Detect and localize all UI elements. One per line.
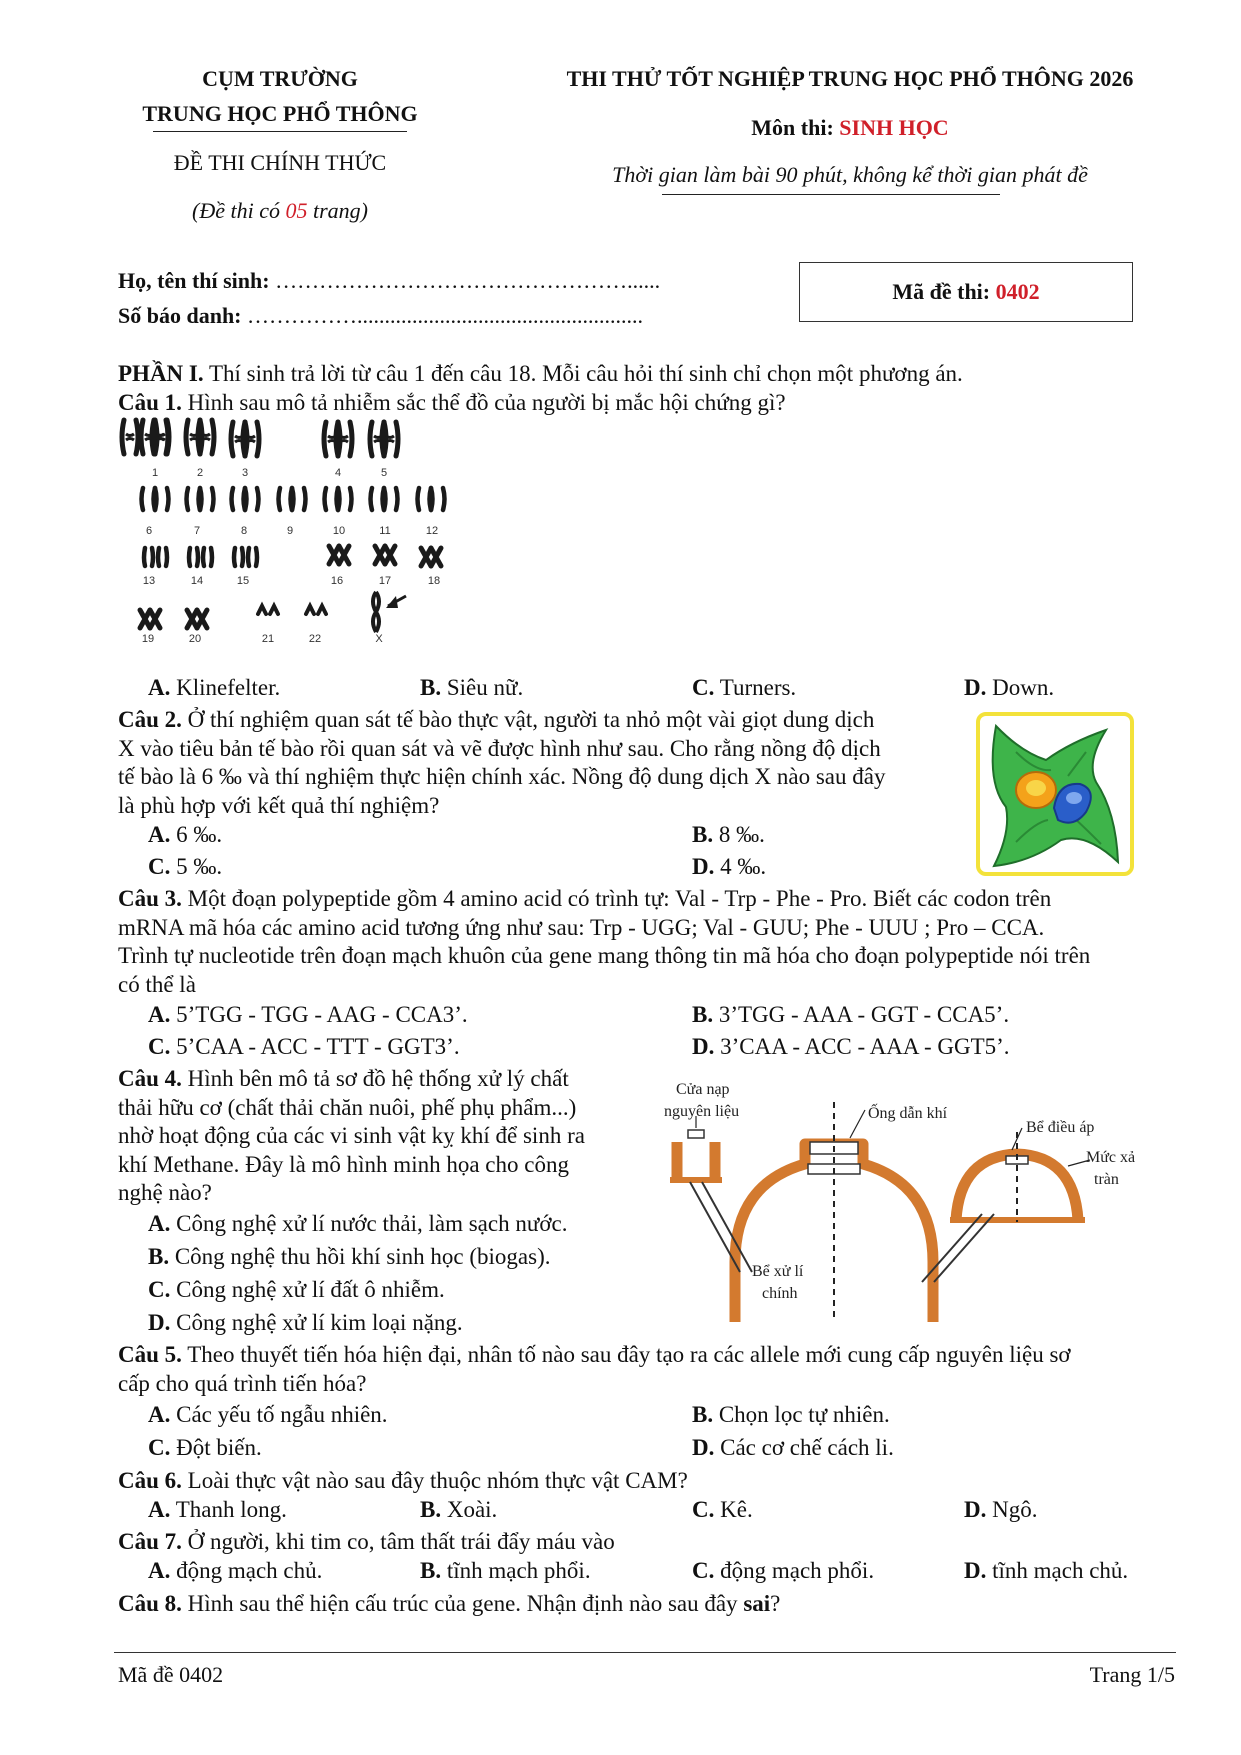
q1-option-b[interactable]: B. Siêu nữ. — [420, 675, 524, 700]
footer-rule — [114, 1652, 1176, 1653]
biogas-diagram — [660, 1072, 1136, 1322]
q5-option-d[interactable]: D. Các cơ chế cách li. — [692, 1435, 894, 1460]
q5-option-c[interactable]: C. Đột biến. — [148, 1435, 262, 1460]
q5-option-a[interactable]: A. Các yếu tố ngẫu nhiên. — [148, 1402, 388, 1427]
svg-text:20: 20 — [188, 633, 202, 645]
svg-text:3: 3 — [241, 467, 249, 479]
subject-line: Môn thi: SINH HỌC — [751, 115, 949, 140]
q7-option-c[interactable]: C. động mạch phổi. — [692, 1558, 875, 1583]
q4-option-b[interactable]: B. Công nghệ thu hồi khí sinh học (biogas). — [148, 1244, 551, 1269]
q6-option-d[interactable]: D. Ngô. — [964, 1497, 1038, 1522]
question-3: Câu 3. Một đoạn polypeptide gồm 4 amino acid có trình tự: Val - Trp - Phe - Pro. Biết các codon trên mRNA mã hóa các amino acid tương ứng như sau: Trp - UGG; Val - GUU; Phe - UUU ; Pro – CCA. Trình tự nucleotide trên đoạn mạch khuôn của gene mang thông tin mã hóa cho đoạn polypeptide nói trên có thể là — [118, 886, 1091, 997]
svg-text:5: 5 — [380, 467, 388, 479]
svg-text:7: 7 — [193, 525, 201, 537]
q3-option-a[interactable]: A. 5’TGG - TGG - AAG - CCA3’. — [148, 1002, 468, 1027]
question-1: Câu 1. Hình sau mô tả nhiễm sắc thể đồ của người bị mắc hội chứng gì? — [118, 390, 786, 415]
q1-option-c[interactable]: C. Turners. — [692, 675, 797, 700]
official-exam: ĐỀ THI CHÍNH THỨC — [173, 150, 387, 175]
page-count: (Đề thi có 05 trang) — [192, 198, 368, 223]
q4-option-a[interactable]: A. Công nghệ xử lí nước thải, làm sạch nước. — [148, 1211, 568, 1236]
q3-option-d[interactable]: D. 3’CAA - ACC - AAA - GGT5’. — [692, 1034, 1010, 1059]
student-id-line: Số báo danh: …………….................................................... — [118, 303, 644, 328]
svg-text:9: 9 — [286, 525, 294, 537]
svg-text:17: 17 — [378, 575, 392, 587]
time-note: Thời gian làm bài 90 phút, không kể thời gian phát đề — [612, 162, 1088, 187]
q3-option-c[interactable]: C. 5’CAA - ACC - TTT - GGT3’. — [148, 1034, 460, 1059]
exam-code-box: Mã đề thi: 0402 — [799, 262, 1133, 322]
svg-text:8: 8 — [240, 525, 248, 537]
svg-text:16: 16 — [330, 575, 344, 587]
svg-text:14: 14 — [190, 575, 204, 587]
q4-option-c[interactable]: C. Công nghệ xử lí đất ô nhiễm. — [148, 1277, 445, 1302]
svg-text:6: 6 — [145, 525, 153, 537]
label-main-tank-2: chính — [762, 1285, 798, 1302]
svg-text:22: 22 — [308, 633, 322, 645]
plant-cell-figure — [976, 712, 1134, 876]
svg-text:18: 18 — [427, 575, 441, 587]
label-inlet-2: nguyên liệu — [664, 1103, 740, 1120]
q7-option-a[interactable]: A. động mạch chủ. — [148, 1558, 323, 1583]
q2-option-c[interactable]: C. 5 ‰. — [148, 854, 223, 879]
question-4: Câu 4. Hình bên mô tả sơ đồ hệ thống xử lý chất thải hữu cơ (chất thải chăn nuôi, phế phụ phẩm...) nhờ hoạt động của các vi sinh vật kỵ khí để sinh ra khí Methane. Đây là mô hình minh họa cho công nghệ nào? — [118, 1066, 585, 1205]
question-5: Câu 5. Theo thuyết tiến hóa hiện đại, nhân tố nào sau đây tạo ra các allele mới cung cấp nguyên liệu sơ cấp cho quá trình tiến hóa? — [118, 1342, 1071, 1396]
footer-exam-code: Mã đề 0402 — [118, 1662, 224, 1687]
svg-text:12: 12 — [425, 525, 439, 537]
q6-option-c[interactable]: C. Kê. — [692, 1497, 753, 1522]
question-7: Câu 7. Ở người, khi tim co, tâm thất trái đẩy máu vào — [118, 1529, 615, 1554]
label-overflow-1: Mức xả — [1086, 1149, 1136, 1166]
footer-page-number: Trang 1/5 — [1089, 1662, 1175, 1687]
svg-text:11: 11 — [379, 525, 391, 537]
question-2: Câu 2. Ở thí nghiệm quan sát tế bào thực vật, người ta nhỏ một vài giọt dung dịch X vào tiêu bản tế bào rồi quan sát và vẽ được hình như sau. Cho rằng nồng độ dịch tế bào là 6 ‰ và thí nghiệm thực hiện chính xác. Nồng độ dung dịch X nào sau đây là phù hợp với kết quả thí nghiệm? — [118, 707, 886, 818]
svg-text:1: 1 — [151, 467, 159, 479]
q6-option-b[interactable]: B. Xoài. — [420, 1497, 498, 1522]
svg-text:21: 21 — [261, 633, 275, 645]
time-underline — [662, 194, 1000, 195]
q7-option-d[interactable]: D. tĩnh mạch chủ. — [964, 1558, 1129, 1583]
question-8: Câu 8. Hình sau thể hiện cấu trúc của gene. Nhận định nào sau đây sai? — [118, 1591, 781, 1616]
q2-option-d[interactable]: D. 4 ‰. — [692, 854, 767, 879]
q7-option-b[interactable]: B. tĩnh mạch phổi. — [420, 1558, 591, 1583]
svg-text:X: X — [375, 633, 383, 645]
label-pressure-tank: Bể điều áp — [1026, 1119, 1095, 1136]
svg-text:15: 15 — [236, 575, 250, 587]
svg-text:4: 4 — [334, 467, 342, 479]
q4-option-d[interactable]: D. Công nghệ xử lí kim loại nặng. — [148, 1310, 463, 1335]
svg-text:13: 13 — [142, 575, 156, 587]
q1-option-d[interactable]: D. Down. — [964, 675, 1055, 700]
q6-option-a[interactable]: A. Thanh long. — [148, 1497, 287, 1522]
label-gas-pipe: Ống dẫn khí — [868, 1105, 948, 1122]
school-underline — [153, 131, 407, 132]
svg-text:19: 19 — [141, 633, 155, 645]
exam-title: THI THỬ TỐT NGHIỆP TRUNG HỌC PHỔ THÔNG 2026 — [566, 66, 1134, 91]
school-line-2: TRUNG HỌC PHỔ THÔNG — [142, 101, 418, 126]
karyotype-figure — [140, 418, 520, 680]
q5-option-b[interactable]: B. Chọn lọc tự nhiên. — [692, 1402, 890, 1427]
q2-option-b[interactable]: B. 8 ‰. — [692, 822, 765, 847]
student-name-line: Họ, tên thí sinh: …………………………………………...... — [118, 268, 661, 293]
label-inlet-1: Cửa nạp — [676, 1081, 730, 1098]
svg-text:10: 10 — [332, 525, 346, 537]
label-overflow-2: tràn — [1094, 1171, 1119, 1188]
label-main-tank-1: Bể xử lí — [752, 1263, 804, 1280]
part1-instruction: PHẦN I. Thí sinh trả lời từ câu 1 đến câu 18. Mỗi câu hỏi thí sinh chỉ chọn một phương án. — [118, 361, 963, 386]
q3-option-b[interactable]: B. 3’TGG - AAA - GGT - CCA5’. — [692, 1002, 1010, 1027]
q2-option-a[interactable]: A. 6 ‰. — [148, 822, 223, 847]
q1-option-a[interactable]: A. Klinefelter. — [148, 675, 281, 700]
school-line-1: CỤM TRƯỜNG — [202, 66, 358, 91]
question-6: Câu 6. Loài thực vật nào sau đây thuộc nhóm thực vật CAM? — [118, 1468, 688, 1493]
svg-text:2: 2 — [196, 467, 204, 479]
